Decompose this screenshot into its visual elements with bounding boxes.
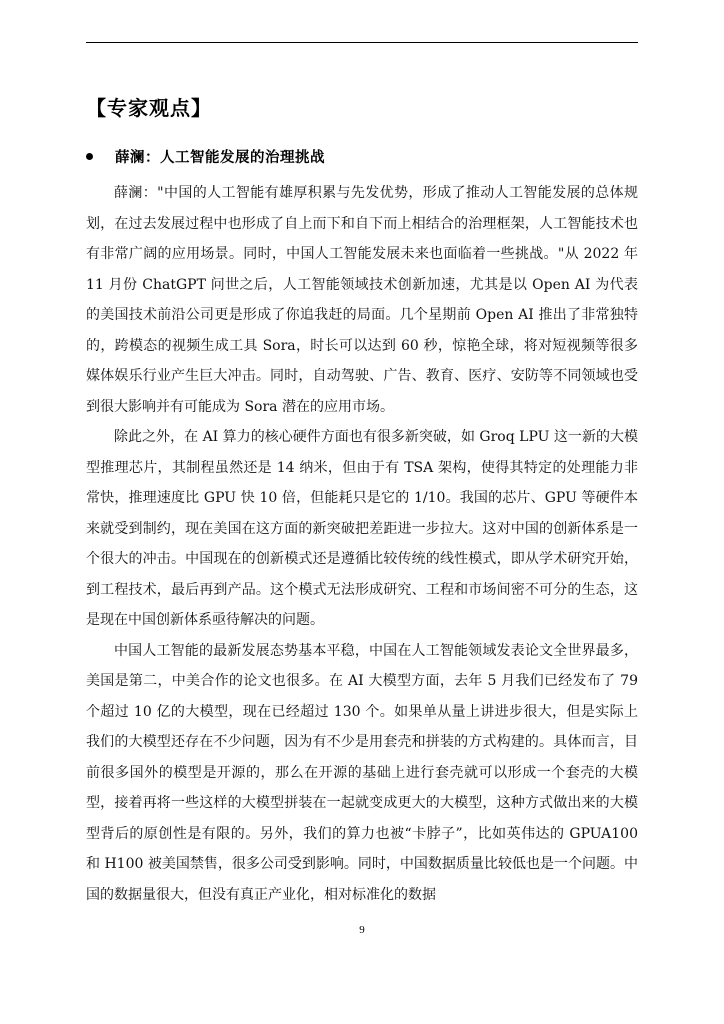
article-body: [86, 178, 638, 910]
bullet-dot-icon: [86, 153, 93, 160]
paragraph-3: 中国人工智能的最新发展态势基本平稳，中国在人工智能领域发表论文全世界最多，美国是第二，中美合作的论文也很多。在 AI 大模型方面，去年 5 月我们已经发布了 79 个超过 10 亿的大模型，现在已经超过 130 个。如果单从量上讲进步很大，但是实际上我们的大模型还存在不少问题，因为有不少是用套壳和拼装的方式构建的。具体而言，目前很多国外的模型是开源的，那么在开源的基础上进行套壳就可以形成一个套壳的大模型，接着再将一些这样的大模型拼装在一起就变成更大的大模型，这种方式做出来的大模型背后的原创性是有限的。另外，我们的算力也被“卡脖子”，比如英伟达的 GPUA100 和 H100 被美国禁售，很多公司受到影响。同时，中国数据质量比较低也是一个问题。中国的数据量很大，但没有真正产业化，相对标准化的数据: [86, 642, 638, 903]
bullet-heading-text: 薛澜：人工智能发展的治理挑战: [115, 150, 325, 166]
bullet-heading: [86, 146, 325, 167]
header-rule: [86, 42, 638, 43]
paragraph-2: 除此之外，在 AI 算力的核心硬件方面也有很多新突破，如 Groq LPU 这一新的大模型推理芯片，其制程虽然还是 14 纳米，但由于有 TSA 架构，使得其特定的处理能力非常快，推理速度比 GPU 快 10 倍，但能耗只是它的 1/10。我国的芯片、GPU 等硬件本来就受到制约，现在美国在这方面的新突破把差距进一步拉大。这对中国的创新体系是一个很大的冲击。中国现在的创新模式还是遵循比较传统的线性模式，即从学术研究开始，到工程技术，最后再到产品。这个模式无法形成研究、工程和市场间密不可分的生态，这是现在中国创新体系亟待解决的问题。: [86, 429, 638, 628]
paragraph-1: 薛澜："中国的人工智能有雄厚积累与先发优势，形成了推动人工智能发展的总体规划，在过去发展过程中也形成了自上而下和自下而上相结合的治理框架，人工智能技术也有非常广阔的应用场景。同时，中国人工智能发展未来也面临着一些挑战。"从 2022 年 11 月份 ChatGPT 问世之后，人工智能领域技术创新加速，尤其是以 Open AI 为代表的美国技术前沿公司更是形成了你追我赶的局面。几个星期前 Open AI 推出了非常独特的，跨模态的视频生成工具 Sora，时长可以达到 60 秒，惊艳全球，将对短视频等很多媒体娱乐行业产生巨大冲击。同时，自动驾驶、广告、教育、医疗、安防等不同领域也受到很大影响并有可能成为 Sora 潜在的应用市场。: [86, 185, 638, 415]
page-number: 9: [359, 924, 365, 936]
section-title: 【专家观点】: [86, 96, 212, 120]
